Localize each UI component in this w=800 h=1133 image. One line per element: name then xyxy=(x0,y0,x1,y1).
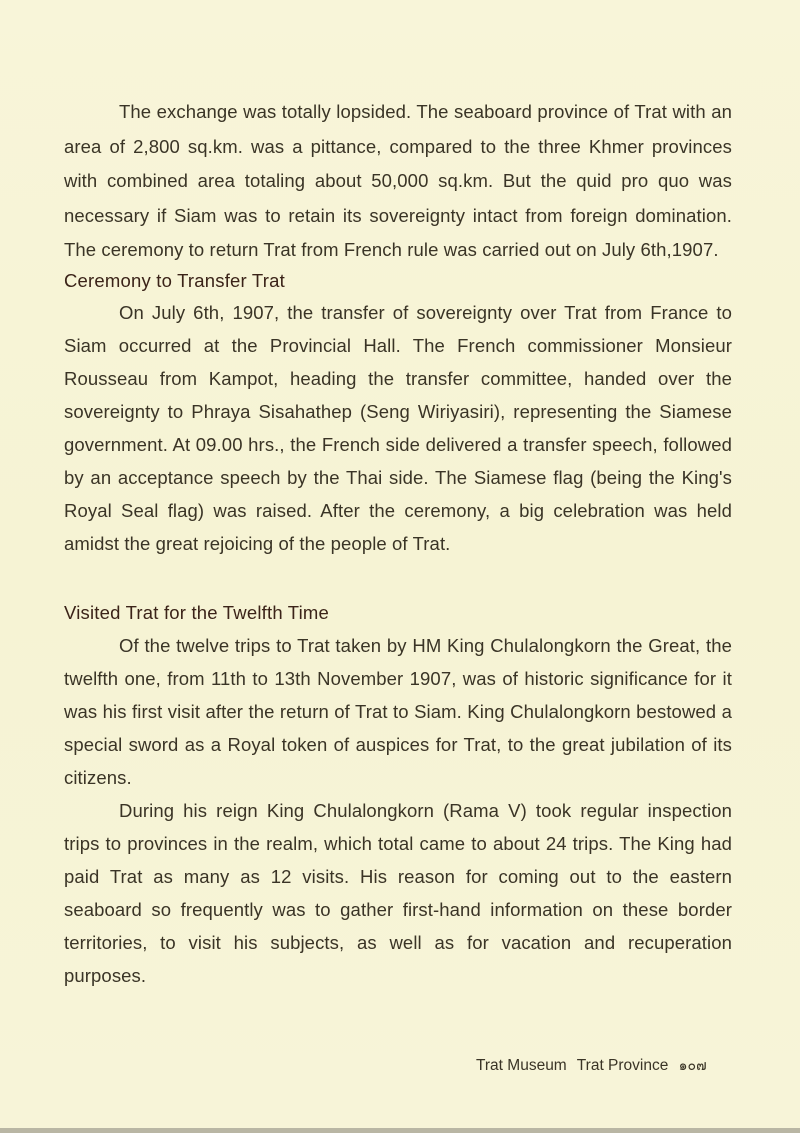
page-number: ๑๐๗ xyxy=(678,1058,707,1074)
twelfth-visit-paragraph-1: Of the twelve trips to Trat taken by HM King Chulalongkorn the Great, the twelfth one, from 11th to 13th November 1907, was of historic significance for it was his first visit after the return of Trat to Siam. King Chulalongkorn bestowed a special sword as a Royal token of auspices for Trat, to the great jubilation of its citizens. xyxy=(64,634,732,788)
page-content xyxy=(64,95,732,992)
twelfth-visit-paragraph-2: During his reign King Chulalongkorn (Rama V) took regular inspection trips to provinces in the realm, which total came to about 24 trips. The King had paid Trat as many as 12 visits. His reason for coming out to the eastern seaboard so frequently was to gather first-hand information on these border territories, to visit his subjects, as well as for vacation and recuperation purposes. xyxy=(64,799,732,986)
section-heading-twelfth-visit: Visited Trat for the Twelfth Time xyxy=(64,601,330,623)
section-heading-ceremony: Ceremony to Transfer Trat xyxy=(64,269,285,291)
page-bottom-edge xyxy=(0,1128,800,1133)
ceremony-paragraph: On July 6th, 1907, the transfer of sovereignty over Trat from France to Siam occurred at the Provincial Hall. The French commissioner Monsieur Rousseau from Kampot, heading the transfer committee, handed over the sovereignty to Phraya Sisahathep (Seng Wiriyasiri), representing the Siamese government. At 09.00 hrs., the French side delivered a transfer speech, followed by an acceptance speech by the Thai side. The Siamese flag (being the King's Royal Seal flag) was raised. After the ceremony, a big celebration was held amidst the great rejoicing of the people of Trat. xyxy=(64,301,732,554)
footer-museum: Trat Museum xyxy=(476,1057,567,1074)
footer-province: Trat Province xyxy=(576,1057,669,1074)
page-footer xyxy=(476,1055,707,1077)
intro-paragraph: The exchange was totally lopsided. The seaboard province of Trat with an area of 2,800 sq.km. was a pittance, compared to the three Khmer provinces with combined area totaling about 50,000 sq.km. But the quid pro quo was necessary if Siam was to retain its sovereignty intact from foreign domination. The ceremony to return Trat from French rule was carried out on July 6th,1907. xyxy=(64,101,732,260)
